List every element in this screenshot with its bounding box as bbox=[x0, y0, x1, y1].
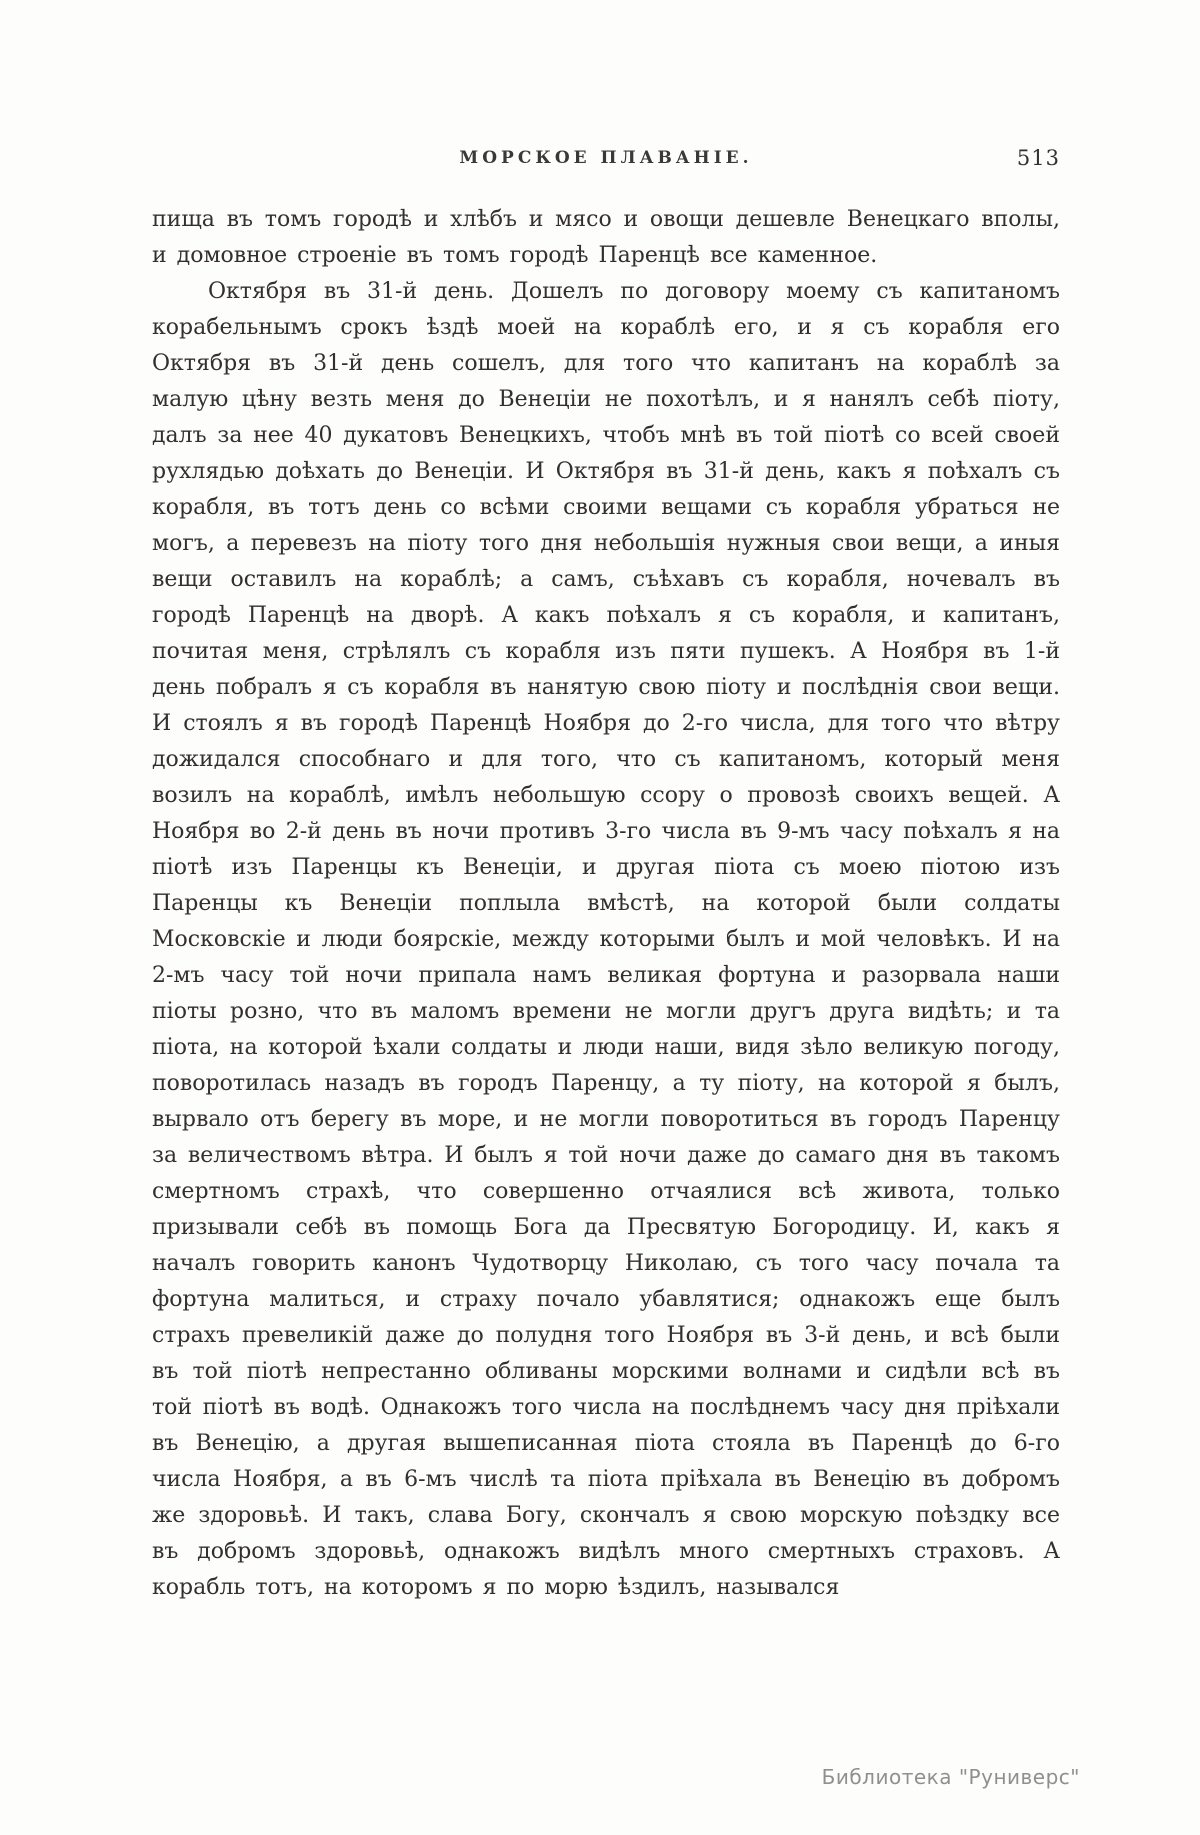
page-header bbox=[152, 148, 1060, 178]
running-title: МОРСКОЕ ПЛАВАНІЕ. bbox=[459, 148, 753, 168]
body-text bbox=[152, 202, 1060, 1606]
paragraph: Октября въ 31-й день. Дошелъ по договору моему съ капитаномъ корабельнымъ срокъ ѣздѣ моей на кораблѣ его, и я съ корабля его Октября въ 31-й день сошелъ, для того что капитанъ на кораблѣ за малую цѣну везть меня до Венеціи не похотѣлъ, и я нанялъ себѣ піоту, далъ за нее 40 дукатовъ Венецкихъ, чтобъ мнѣ въ той піотѣ со всей своей рухлядью доѣхать до Венеціи. И Октября въ 31-й день, какъ я поѣхалъ съ корабля, въ тотъ день со всѣми своими вещами съ корабля убраться не могъ, а перевезъ на піоту того дня небольшія нужныя свои вещи, а иныя вещи оставилъ на кораблѣ; а самъ, съѣхавъ съ корабля, ночевалъ въ городѣ Паренцѣ на дворѣ. А какъ поѣхалъ я съ корабля, и капитанъ, почитая меня, стрѣлялъ съ корабля изъ пяти пушекъ. А Ноября въ 1-й день побралъ я съ корабля въ нанятую свою піоту и послѣднія свои вещи. И стоялъ я въ городѣ Паренцѣ Ноября до 2-го числа, для того что вѣтру дожидался способнаго и для того, что съ капитаномъ, который меня возилъ на кораблѣ, имѣлъ небольшую ссору о провозѣ своихъ вещей. А Ноября во 2-й день въ ночи противъ 3-го числа въ 9-мъ часу поѣхалъ я на піотѣ изъ Паренцы къ Венеціи, и другая піота съ моею піотою изъ Паренцы къ Венеціи поплыла вмѣстѣ, на которой были солдаты Московскіе и люди боярскіе, между которыми былъ и мой человѣкъ. И на 2-мъ часу той ночи припала намъ великая фортуна и разорвала наши піоты розно, что въ маломъ времени не могли другъ друга видѣть; и та піота, на которой ѣхали солдаты и люди наши, видя зѣло великую погоду, поворотилась назадъ въ городъ Паренцу, а ту піоту, на которой я былъ, вырвало отъ берегу въ море, и не могли поворотиться въ городъ Паренцу за величествомъ вѣтра. И былъ я той ночи даже до самаго дня въ такомъ смертномъ страхѣ, что совершенно отчаялися всѣ живота, только призывали себѣ въ помощь Бога да Пресвятую Богородицу. И, какъ я началъ говорить канонъ Чудотворцу Николаю, съ того часу почала та фортуна малиться, и страху почало убавлятися; однакожъ еще былъ страхъ превеликій даже до полудня того Ноября въ 3-й день, и всѣ были въ той піотѣ непрестанно обливаны морскими волнами и сидѣли всѣ въ той піотѣ въ водѣ. Однакожъ того числа на послѣднемъ часу дня пріѣхали въ Венецію, а другая вышеписанная піота стояла въ Паренцѣ до 6-го числа Ноября, а въ 6-мъ числѣ та піота пріѣхала въ Венецію въ добромъ же здоровьѣ. И такъ, слава Богу, скончалъ я свою морскую поѣздку все въ добромъ здоровьѣ, однакожъ видѣлъ много смертныхъ страховъ. А корабль тотъ, на которомъ я по морю ѣздилъ, назывался bbox=[152, 279, 1060, 1600]
page-number: 513 bbox=[1016, 146, 1060, 170]
paragraph-continuation: пища въ томъ городѣ и хлѣбъ и мясо и овощи дешевле Венецкаго вполы, и домовное строеніе въ томъ городѣ Паренцѣ все каменное. bbox=[152, 207, 1060, 268]
library-watermark: Библиотека "Руниверс" bbox=[821, 1765, 1080, 1789]
text-block bbox=[152, 148, 1060, 1606]
